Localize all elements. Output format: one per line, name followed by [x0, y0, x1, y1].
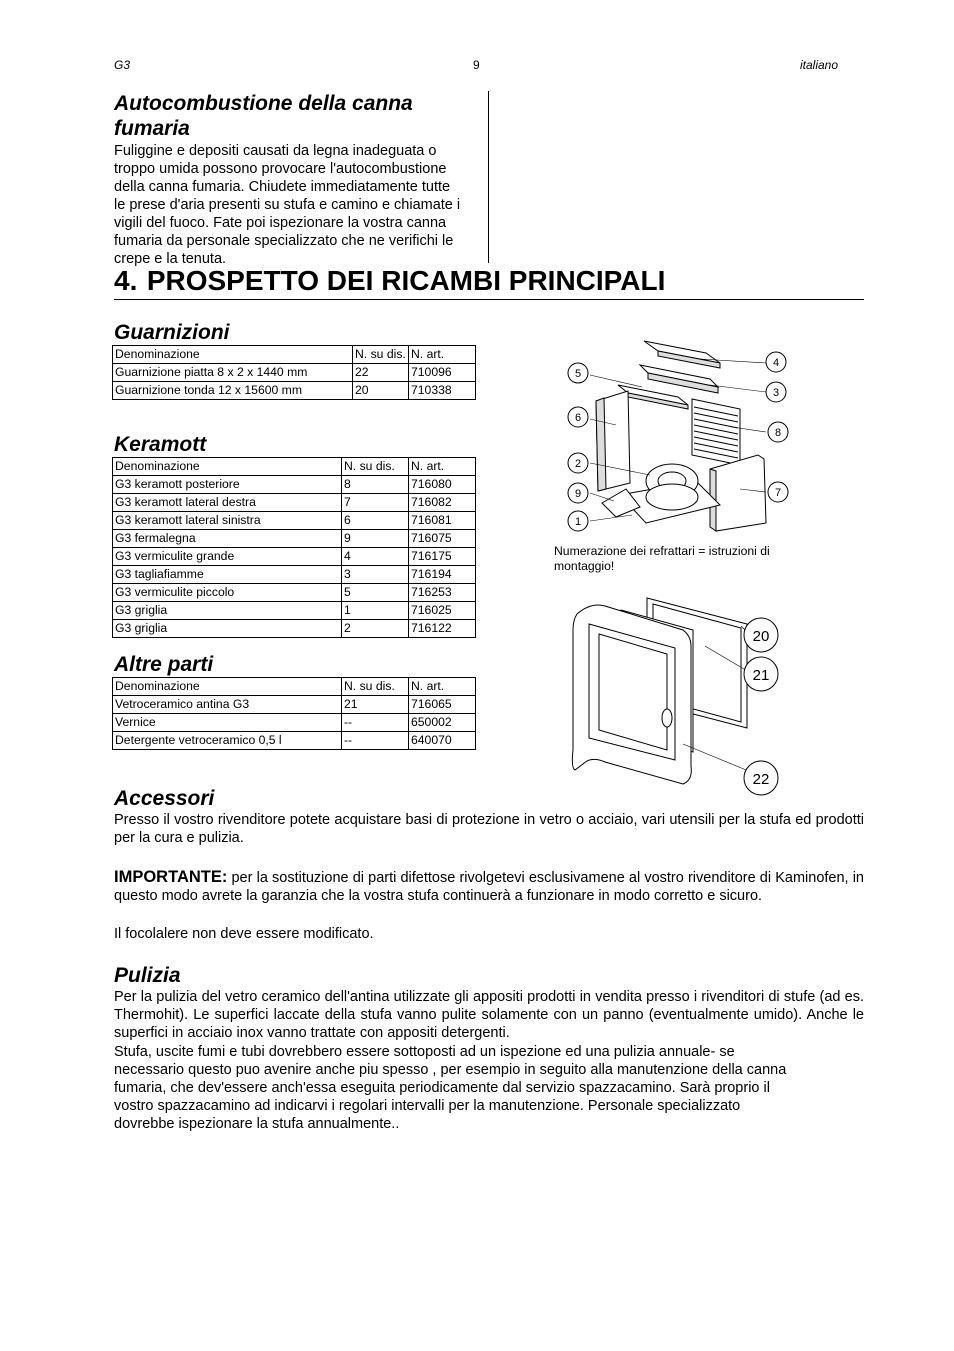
caption-line: Numerazione dei refrattari = istruzioni di — [554, 544, 770, 558]
callout-label: 7 — [774, 487, 782, 499]
column-header: N. su dis. — [342, 458, 409, 476]
table-cell: Guarnizione piatta 8 x 2 x 1440 mm — [113, 364, 353, 382]
table-row — [113, 732, 476, 750]
text-line: della canna fumaria. Chiudete immediatamente tutte — [114, 179, 451, 195]
table-row — [113, 494, 476, 512]
table-cell: 20 — [353, 382, 409, 400]
table-cell: Vernice — [113, 714, 342, 732]
autocombustione-section — [114, 91, 484, 268]
table-cell: 716082 — [409, 494, 476, 512]
table-cell: G3 fermalegna — [113, 530, 342, 548]
header-language: italiano — [800, 58, 839, 72]
table-row — [113, 382, 476, 400]
table-cell: 6 — [342, 512, 409, 530]
text-line: Stufa, uscite fumi e tubi dovrebbero essere sottoposti ad un ispezione ed una pulizia annuale- se — [114, 1044, 735, 1060]
table-cell: G3 keramott lateral destra — [113, 494, 342, 512]
altre-parti-table — [112, 677, 476, 750]
table-cell: 1 — [342, 602, 409, 620]
column-header: N. art. — [409, 458, 476, 476]
table-cell: 4 — [342, 548, 409, 566]
table-cell: 716253 — [409, 584, 476, 602]
callout-label: 5 — [574, 368, 582, 380]
table-cell: 22 — [353, 364, 409, 382]
table-cell: 5 — [342, 584, 409, 602]
table-cell: 21 — [342, 696, 409, 714]
column-header: Denominazione — [113, 458, 342, 476]
importante-label: IMPORTANTE: — [114, 868, 228, 886]
table-header-row — [113, 346, 476, 364]
table-cell: 716194 — [409, 566, 476, 584]
column-header: Denominazione — [113, 346, 353, 364]
text-line: crepe e la tenuta. — [114, 251, 227, 267]
keramott-title: Keramott — [114, 433, 207, 456]
text-line: necessario questo puo avenire anche piu spesso , per esempio in seguito alla manutenzione della canna — [114, 1062, 787, 1078]
chapter-title: PROSPETTO DEI RICAMBI PRINCIPALI — [146, 265, 666, 296]
column-header: N. art. — [409, 678, 476, 696]
text-line: fumaria da personale specializzato che ne verifichi le — [114, 233, 454, 249]
chapter-heading — [114, 263, 864, 300]
callout-label: 21 — [752, 667, 770, 684]
chapter-number: 4. — [114, 265, 138, 296]
table-cell: 710338 — [409, 382, 476, 400]
accessori-text: Presso il vostro rivenditore potete acquistare basi di protezione in vetro o acciaio, vari utensili per la stufa ed prodotti per la cura e pulizia. — [114, 812, 864, 846]
table-row — [113, 620, 476, 638]
callout-label: 2 — [574, 458, 582, 470]
table-cell: G3 tagliafiamme — [113, 566, 342, 584]
table-cell: G3 griglia — [113, 620, 342, 638]
firebox-exploded-diagram — [560, 335, 800, 535]
table-cell: 716025 — [409, 602, 476, 620]
table-cell: Detergente vetroceramico 0,5 l — [113, 732, 342, 750]
callout-label: 4 — [772, 357, 780, 369]
table-row — [113, 584, 476, 602]
table-row — [113, 512, 476, 530]
importante-note: Il focolalere non deve essere modificato. — [114, 926, 374, 942]
guarnizioni-table — [112, 345, 476, 400]
accessori-title: Accessori — [114, 787, 215, 810]
text-line: vigili del fuoco. Fate poi ispezionare la vostra canna — [114, 215, 447, 231]
column-divider — [488, 91, 489, 263]
text-line: dovrebbe ispezionare la stufa annualmente.. — [114, 1116, 400, 1132]
table-cell: Vetroceramico antina G3 — [113, 696, 342, 714]
callout-label: 1 — [574, 516, 582, 528]
column-header: N. art. — [409, 346, 476, 364]
table-row — [113, 696, 476, 714]
column-header: Denominazione — [113, 678, 342, 696]
table-cell: 9 — [342, 530, 409, 548]
table-cell: G3 vermiculite piccolo — [113, 584, 342, 602]
table-cell: G3 griglia — [113, 602, 342, 620]
text-line: fumaria, che dev'essere anch'essa eseguita periodicamente dal servizio spazzacamino. Sarà proprio il — [114, 1080, 770, 1096]
table-cell: 710096 — [409, 364, 476, 382]
table-row — [113, 548, 476, 566]
table-cell: 2 — [342, 620, 409, 638]
text-line: vostro spazzacamino ad indicarvi i regolari intervalli per la manutenzione. Personale specializzato — [114, 1098, 741, 1114]
table-row — [113, 476, 476, 494]
importante-paragraph — [114, 868, 864, 905]
callout-label: 9 — [574, 488, 582, 500]
callout-label: 3 — [772, 387, 780, 399]
table-header-row — [113, 458, 476, 476]
table-row — [113, 364, 476, 382]
table-header-row — [113, 678, 476, 696]
table-cell: 716175 — [409, 548, 476, 566]
keramott-table — [112, 457, 476, 638]
door-exploded-diagram — [565, 590, 790, 800]
pulizia-paragraph: Per la pulizia del vetro ceramico dell'antina utilizzate gli appositi prodotti in vendita presso i rivenditori di stufe (ad es. Thermohit). Le superfici laccate della stufa vanno pulite solamente con un panno (eventualmente umido). Anche le superfici in acciaio inox vanno trattate con appositi detergenti. — [114, 989, 864, 1041]
column-header: N. su dis. — [342, 678, 409, 696]
table-row — [113, 530, 476, 548]
table-cell: G3 keramott lateral sinistra — [113, 512, 342, 530]
caption-line: montaggio! — [554, 559, 615, 573]
page-number: 9 — [473, 58, 480, 72]
header-left: G3 — [114, 58, 131, 72]
table-cell: -- — [342, 714, 409, 732]
table-cell: Guarnizione tonda 12 x 15600 mm — [113, 382, 353, 400]
column-header: N. su dis. — [353, 346, 409, 364]
autocombustione-text — [114, 142, 484, 268]
pulizia-title: Pulizia — [114, 964, 181, 987]
table-cell: 640070 — [409, 732, 476, 750]
table-cell: -- — [342, 732, 409, 750]
callout-label: 6 — [574, 412, 582, 424]
callout-label: 8 — [774, 427, 782, 439]
table-row — [113, 714, 476, 732]
text-line: Fuliggine e depositi causati da legna inadeguata o — [114, 143, 437, 159]
table-cell: 716065 — [409, 696, 476, 714]
guarnizioni-title: Guarnizioni — [114, 321, 230, 344]
text-line: le prese d'aria presenti su stufa e camino e chiamate i — [114, 197, 461, 213]
table-cell: 716081 — [409, 512, 476, 530]
table-cell: 3 — [342, 566, 409, 584]
table-cell: 8 — [342, 476, 409, 494]
table-cell: 716122 — [409, 620, 476, 638]
callout-label: 22 — [752, 771, 770, 788]
table-cell: 650002 — [409, 714, 476, 732]
table-cell: G3 vermiculite grande — [113, 548, 342, 566]
text-line: troppo umida possono provocare l'autocombustione — [114, 161, 447, 177]
table-row — [113, 602, 476, 620]
diagram-caption — [554, 544, 804, 574]
table-cell: G3 keramott posteriore — [113, 476, 342, 494]
callout-label: 20 — [752, 628, 770, 645]
pulizia-lines — [114, 1043, 864, 1133]
table-cell: 716080 — [409, 476, 476, 494]
altre-parti-title: Altre parti — [114, 653, 214, 676]
table-cell: 7 — [342, 494, 409, 512]
importante-text: per la sostituzione di parti difettose rivolgetevi esclusivamene al vostro rivenditore di Kaminofen, in questo modo avrete la garanzia che la vostra stufa continuerà a funzionare in modo corretto e sicuro. — [114, 870, 864, 904]
autocombustione-title-line2: fumaria — [114, 117, 190, 140]
table-cell: 716075 — [409, 530, 476, 548]
autocombustione-title-line1: Autocombustione della canna — [114, 92, 413, 115]
table-row — [113, 566, 476, 584]
